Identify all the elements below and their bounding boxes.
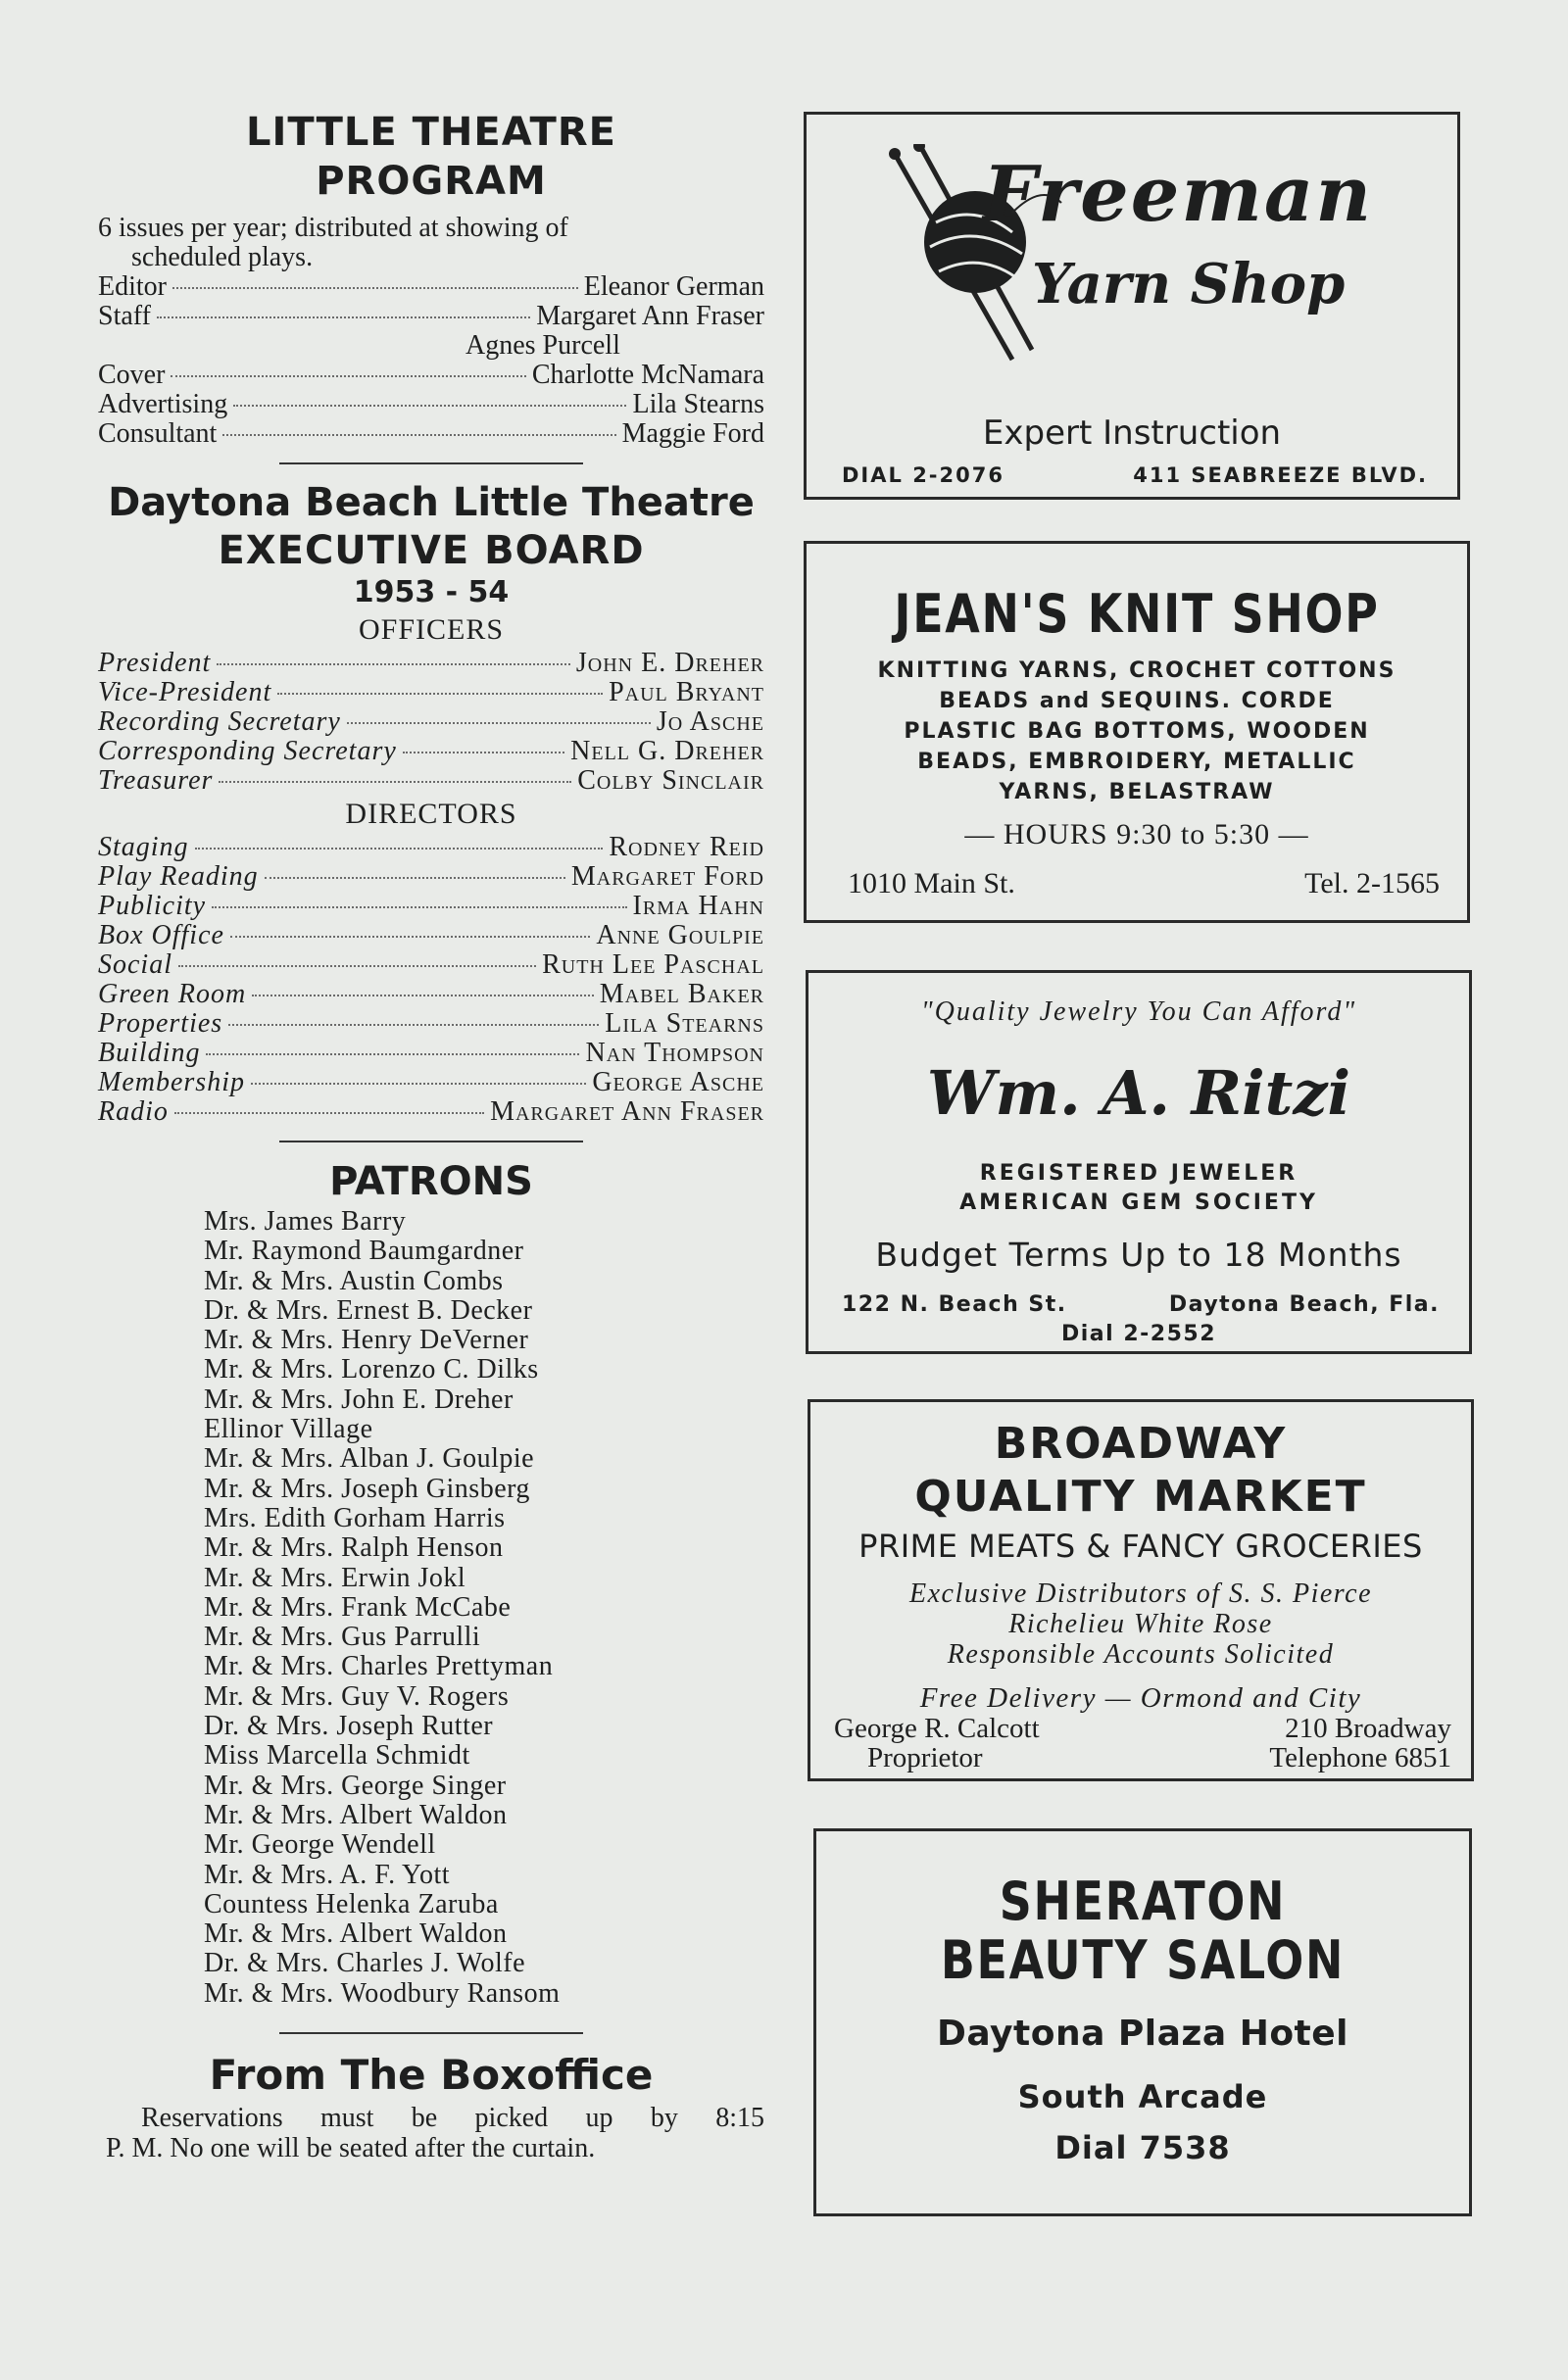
patrons-title: PATRONS xyxy=(329,1159,533,1204)
dot-leader xyxy=(252,995,594,996)
broadway-owner-title: Proprietor xyxy=(867,1742,983,1773)
patron-name: Mrs. Edith Gorham Harris xyxy=(204,1502,506,1533)
staff-list xyxy=(98,272,764,449)
entry-value: Lila Stearns xyxy=(605,1008,764,1039)
entry-value: Nell G. Dreher xyxy=(570,736,764,766)
patron-name: Mrs. James Barry xyxy=(204,1206,407,1237)
program-title: LITTLE THEATRE PROGRAM xyxy=(246,110,616,204)
entry-label: Consultant xyxy=(98,418,218,449)
ritzi-dial: Dial 2-2552 xyxy=(1060,1322,1217,1346)
dotted-entry xyxy=(98,678,764,707)
ritzi-budget: Budget Terms Up to 18 Months xyxy=(875,1236,1402,1274)
entry-label: Publicity xyxy=(98,891,207,921)
dotted-entry xyxy=(98,390,764,419)
boxoffice-title: From The Boxoffice xyxy=(209,2051,654,2100)
dot-leader xyxy=(217,663,570,665)
ad-sheraton-salon xyxy=(813,1828,1472,2216)
patron-name: Mr. & Mrs. Guy V. Rogers xyxy=(204,1680,510,1712)
entry-label: Editor xyxy=(98,271,167,302)
dot-leader xyxy=(157,316,530,318)
entry-value: Eleanor German xyxy=(583,271,764,302)
jeans-product-line: PLASTIC BAG BOTTOMS, WOODEN xyxy=(904,719,1370,744)
broadway-footer xyxy=(834,1714,1451,1773)
jeans-product-line: YARNS, BELASTRAW xyxy=(999,780,1275,804)
patron-name: Mr. & Mrs. Austin Combs xyxy=(204,1265,504,1296)
patron-name: Mr. & Mrs. Albert Waldon xyxy=(204,1799,508,1830)
entry-value: Agnes Purcell xyxy=(466,330,620,361)
ritzi-city: Daytona Beach, Fla. xyxy=(1168,1292,1440,1317)
patron-name: Countess Helenka Zaruba xyxy=(204,1888,499,1919)
jeans-product-line: BEADS and SEQUINS. CORDE xyxy=(939,689,1335,713)
entry-value: Paul Bryant xyxy=(609,677,764,707)
entry-label: Treasurer xyxy=(98,765,214,796)
yarn-shop-logo-text: Yarn Shop xyxy=(1032,252,1346,316)
entry-value: Rodney Reid xyxy=(609,832,764,862)
entry-label: Social xyxy=(98,949,172,980)
jeans-hours: — HOURS 9:30 to 5:30 — xyxy=(964,818,1309,850)
jeans-title: JEAN'S KNIT SHOP xyxy=(894,583,1380,645)
dotted-entry xyxy=(98,737,764,766)
patron-name: Mr. George Wendell xyxy=(204,1829,436,1861)
patron-name: Dr. & Mrs. Ernest B. Decker xyxy=(204,1294,533,1326)
board-year: 1953 - 54 xyxy=(353,575,510,609)
broadway-detail-line: Responsible Accounts Solicited xyxy=(947,1639,1335,1670)
ritzi-name: Wm. A. Ritzi xyxy=(926,1057,1351,1129)
entry-label: Building xyxy=(98,1038,201,1068)
entry-label: Corresponding Secretary xyxy=(98,736,397,766)
patron-name: Mr. & Mrs. Ralph Henson xyxy=(204,1532,504,1564)
dot-leader xyxy=(277,693,603,695)
boxoffice-text: Reservations must be picked up by 8:15 P. M. No one will be seated after the curtain. xyxy=(106,2103,764,2164)
freeman-logo-text: Freeman xyxy=(983,150,1374,239)
dotted-entry xyxy=(98,833,764,862)
entry-value: John E. Dreher xyxy=(575,648,764,678)
entry-label: Membership xyxy=(98,1067,245,1097)
entry-value: Colby Sinclair xyxy=(577,765,764,796)
entry-value: Margaret Ann Fraser xyxy=(490,1096,764,1127)
dotted-entry xyxy=(98,921,764,950)
jeans-address: 1010 Main St. xyxy=(848,867,1015,899)
entry-label: Staging xyxy=(98,832,189,862)
entry-label: Green Room xyxy=(98,979,247,1009)
broadway-subtitle: PRIME MEATS & FANCY GROCERIES xyxy=(858,1528,1423,1565)
dotted-entry xyxy=(98,1009,764,1039)
dotted-entry xyxy=(98,419,764,449)
broadway-delivery: Free Delivery — Ormond and City xyxy=(919,1682,1362,1714)
entry-label: Recording Secretary xyxy=(98,706,341,737)
freeman-tagline: Expert Instruction xyxy=(982,413,1282,453)
directors-list xyxy=(98,833,764,1127)
jeans-product-line: BEADS, EMBROIDERY, METALLIC xyxy=(917,750,1356,774)
sheraton-dial: Dial 7538 xyxy=(1054,2129,1231,2166)
entry-label: Staff xyxy=(98,301,151,331)
entry-value: Mabel Baker xyxy=(599,979,764,1009)
dot-leader xyxy=(347,722,651,724)
patron-name: Mr. & Mrs. Erwin Jokl xyxy=(204,1562,466,1593)
jeans-footer xyxy=(848,867,1440,900)
section-divider xyxy=(279,1141,583,1142)
broadway-title: BROADWAY QUALITY MARKET xyxy=(914,1419,1367,1522)
directors-heading: DIRECTORS xyxy=(345,798,517,830)
freeman-address: 411 SEABREEZE BLVD. xyxy=(1133,463,1428,487)
ad-ritzi-jeweler xyxy=(806,970,1472,1354)
dotted-entry xyxy=(98,892,764,921)
sheraton-title: SHERATON BEAUTY SALON xyxy=(940,1870,1346,1991)
patron-name: Mr. & Mrs. George Singer xyxy=(204,1770,507,1801)
section-divider xyxy=(279,2032,583,2034)
dot-leader xyxy=(219,781,571,783)
dot-leader xyxy=(171,375,525,377)
freeman-dial: DIAL 2-2076 xyxy=(842,463,1004,487)
entry-value: Lila Stearns xyxy=(632,389,764,419)
patron-name: Dr. & Mrs. Joseph Rutter xyxy=(204,1711,494,1742)
entry-label: Advertising xyxy=(98,389,228,419)
ritzi-credentials: REGISTERED JEWELER AMERICAN GEM SOCIETY xyxy=(959,1161,1318,1215)
entry-label: Vice-President xyxy=(98,677,272,707)
dotted-entry xyxy=(98,1097,764,1127)
sheraton-arcade: South Arcade xyxy=(1017,2078,1268,2115)
sheraton-hotel: Daytona Plaza Hotel xyxy=(936,2014,1349,2054)
entry-label: Box Office xyxy=(98,920,224,950)
section-divider xyxy=(279,462,583,464)
ritzi-footer xyxy=(842,1292,1440,1317)
dot-leader xyxy=(206,1053,579,1055)
dotted-entry xyxy=(98,950,764,980)
entry-value: Anne Goulpie xyxy=(596,920,764,950)
patron-name: Mr. & Mrs. John E. Dreher xyxy=(204,1384,514,1415)
dotted-entry xyxy=(98,766,764,796)
dotted-entry xyxy=(98,331,764,361)
dotted-entry xyxy=(98,980,764,1009)
patron-name: Mr. & Mrs. Frank McCabe xyxy=(204,1591,512,1623)
broadway-phone: Telephone 6851 xyxy=(1269,1742,1451,1773)
dot-leader xyxy=(172,287,578,289)
patron-name: Mr. & Mrs. Henry DeVerner xyxy=(204,1325,529,1356)
patron-name: Mr. & Mrs. A. F. Yott xyxy=(204,1859,451,1890)
dot-leader xyxy=(222,434,615,436)
entry-value: Margaret Ann Fraser xyxy=(536,301,764,331)
broadway-details xyxy=(810,1579,1471,1670)
dot-leader xyxy=(233,405,626,407)
entry-value: Ruth Lee Paschal xyxy=(542,949,764,980)
entry-value: Charlotte McNamara xyxy=(531,360,764,390)
jeans-product-line: KNITTING YARNS, CROCHET COTTONS xyxy=(877,658,1396,683)
patron-list xyxy=(98,1207,764,2009)
patron-name: Mr. & Mrs. Lorenzo C. Dilks xyxy=(204,1354,539,1385)
dot-leader xyxy=(228,1024,599,1026)
entry-value: George Asche xyxy=(592,1067,764,1097)
dotted-entry xyxy=(98,1039,764,1068)
dotted-entry xyxy=(98,707,764,737)
dot-leader xyxy=(251,1083,586,1085)
patron-name: Mr. & Mrs. Joseph Ginsberg xyxy=(204,1473,530,1504)
entry-label: Cover xyxy=(98,360,166,390)
entry-label: Play Reading xyxy=(98,861,259,892)
dotted-entry xyxy=(98,862,764,892)
entry-value: Irma Hahn xyxy=(632,891,764,921)
patron-name: Mr. & Mrs. Alban J. Goulpie xyxy=(204,1443,535,1475)
dotted-entry xyxy=(98,272,764,302)
dotted-entry xyxy=(98,302,764,331)
freeman-footer xyxy=(842,463,1428,487)
entry-value: Nan Thompson xyxy=(585,1038,764,1068)
jeans-tel: Tel. 2-1565 xyxy=(1304,867,1440,899)
patron-name: Mr. Raymond Baumgardner xyxy=(204,1236,524,1267)
left-column xyxy=(98,108,764,2163)
ad-freeman-yarn-shop xyxy=(804,112,1460,500)
dotted-entry xyxy=(98,1068,764,1097)
dot-leader xyxy=(178,965,536,967)
dot-leader xyxy=(230,936,590,938)
dot-leader xyxy=(195,848,604,850)
dot-leader xyxy=(174,1112,484,1114)
officers-list xyxy=(98,649,764,796)
patron-name: Dr. & Mrs. Charles J. Wolfe xyxy=(204,1948,526,1979)
entry-value: Maggie Ford xyxy=(621,418,764,449)
ritzi-quote: "Quality Jewelry You Can Afford" xyxy=(920,996,1357,1027)
broadway-address: 210 Broadway xyxy=(1285,1713,1451,1744)
board-title: Daytona Beach Little Theatre EXECUTIVE BOARD 1953 - 54 xyxy=(98,478,764,611)
patron-name: Mr. & Mrs. Albert Waldon xyxy=(204,1919,508,1950)
entry-label: Properties xyxy=(98,1008,223,1039)
broadway-detail-line: Exclusive Distributors of S. S. Pierce xyxy=(909,1579,1372,1609)
entry-value: Jo Asche xyxy=(656,706,764,737)
ad-broadway-market xyxy=(808,1399,1474,1781)
patron-name: Ellinor Village xyxy=(204,1414,373,1445)
jeans-products xyxy=(807,656,1467,807)
patron-name: Mr. & Mrs. Woodbury Ransom xyxy=(204,1977,561,2009)
patron-name: Mr. & Mrs. Gus Parrulli xyxy=(204,1622,481,1653)
entry-label: Radio xyxy=(98,1096,169,1127)
dot-leader xyxy=(212,906,626,908)
ritzi-address: 122 N. Beach St. xyxy=(842,1292,1067,1317)
entry-label: President xyxy=(98,648,212,678)
dot-leader xyxy=(265,877,565,879)
dotted-entry xyxy=(98,649,764,678)
broadway-detail-line: Richelieu White Rose xyxy=(1008,1609,1273,1639)
broadway-owner: George R. Calcott xyxy=(834,1713,1040,1744)
patron-name: Mr. & Mrs. Charles Prettyman xyxy=(204,1651,554,1682)
dotted-entry xyxy=(98,361,764,390)
patron-name: Miss Marcella Schmidt xyxy=(204,1740,470,1772)
ad-jeans-knit-shop xyxy=(804,541,1470,923)
program-intro: 6 issues per year; distributed at showing of scheduled plays. xyxy=(98,213,568,272)
dot-leader xyxy=(403,752,564,753)
officers-heading: OFFICERS xyxy=(358,613,505,646)
entry-value: Margaret Ford xyxy=(570,861,764,892)
